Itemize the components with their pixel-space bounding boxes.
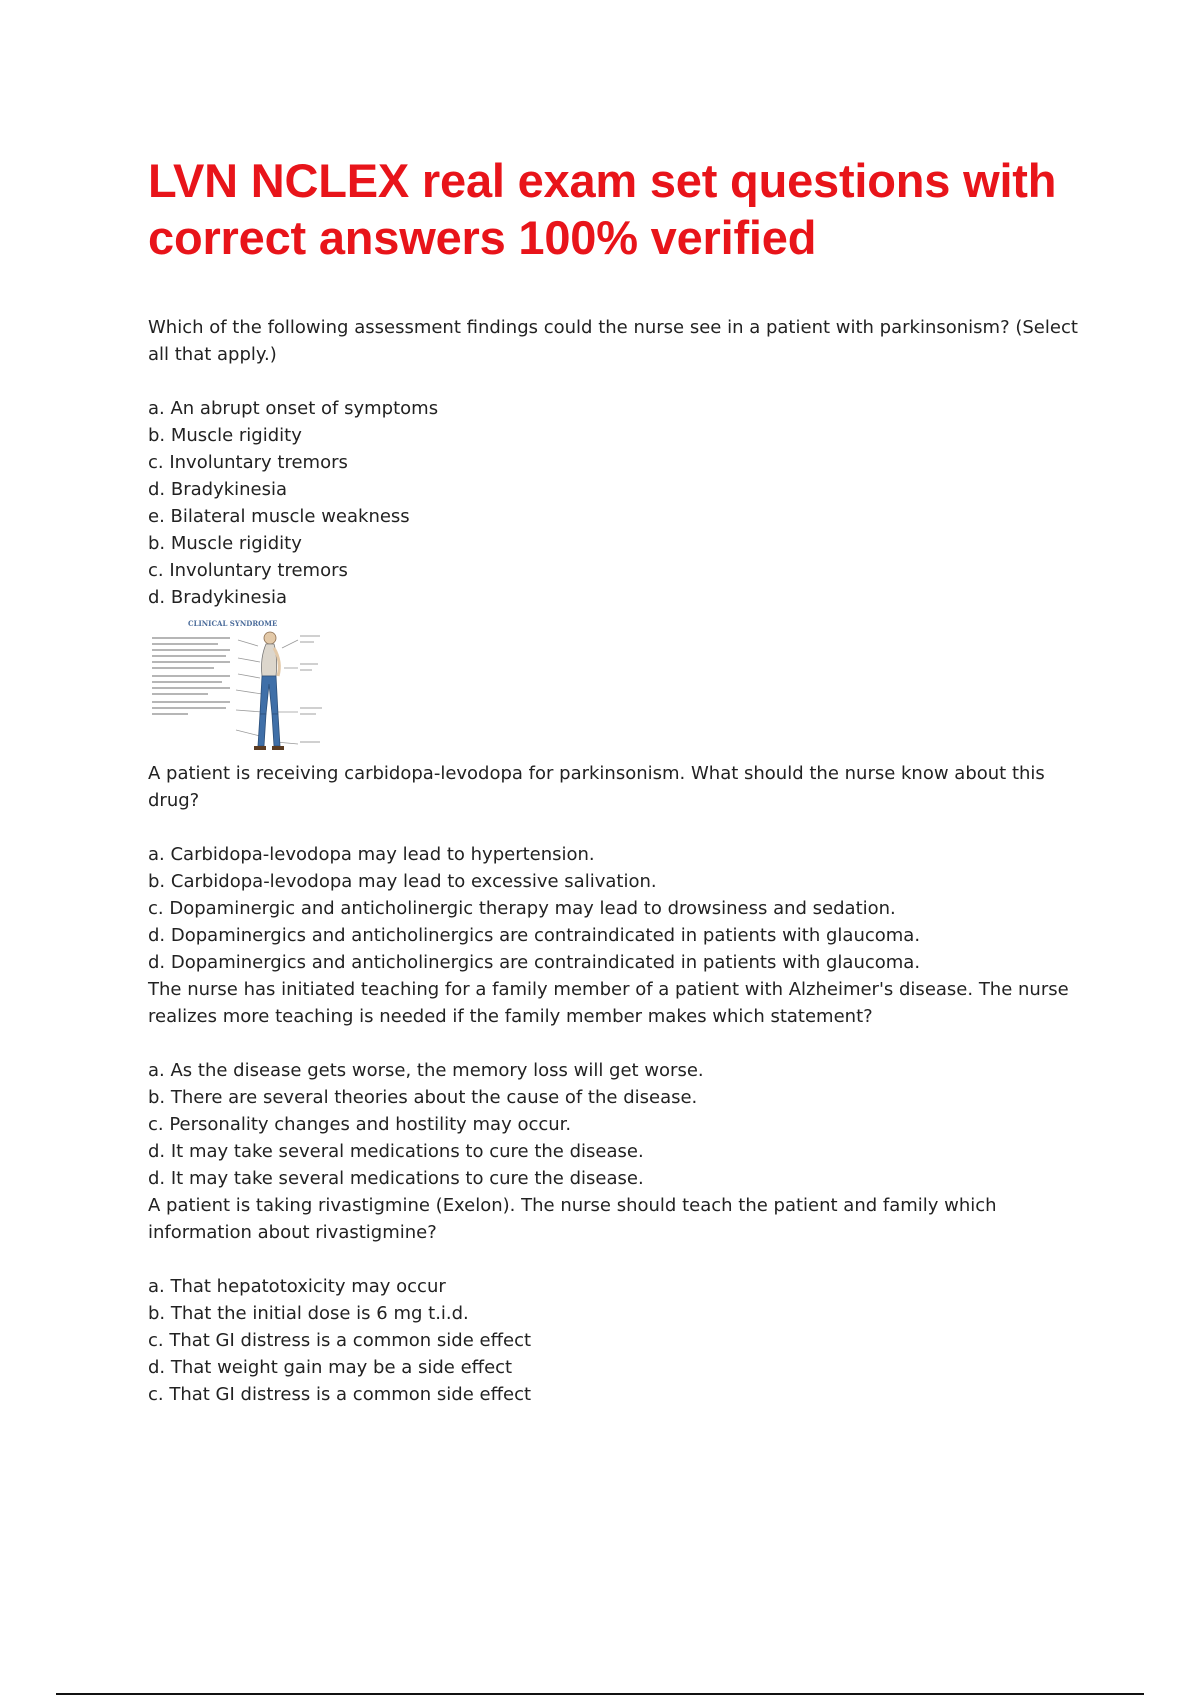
footer-divider <box>56 1693 1144 1695</box>
question-4 <box>148 1192 1088 1408</box>
option-item: e. Bilateral muscle weakness <box>148 506 410 527</box>
title-line: correct answers 100% verified <box>148 211 817 264</box>
question-3 <box>148 976 1088 1192</box>
correct-answers <box>148 949 1088 976</box>
answer-options <box>148 841 1088 949</box>
answer-options <box>148 395 1088 530</box>
question-stem: The nurse has initiated teaching for a family member of a patient with Alzheimer's disease. The nurse realizes more teaching is needed if the family member makes which statement? <box>148 979 1069 1027</box>
title-line: LVN NCLEX real exam set questions with <box>148 154 1057 207</box>
question-stem: Which of the following assessment findings could the nurse see in a patient with parkinsonism? (Select all that apply.) <box>148 317 1078 365</box>
option-item: c. Dopaminergic and anticholinergic therapy may lead to drowsiness and sedation. <box>148 898 896 919</box>
correct-answers <box>148 1381 1088 1408</box>
answer-options <box>148 1273 1088 1381</box>
answer-item: d. Dopaminergics and anticholinergics are contraindicated in patients with glaucoma. <box>148 952 921 973</box>
option-item: c. Involuntary tremors <box>148 452 348 473</box>
option-item: a. That hepatotoxicity may occur <box>148 1276 446 1297</box>
figure-caption: CLINICAL SYNDROME <box>188 619 278 628</box>
option-item: b. That the initial dose is 6 mg t.i.d. <box>148 1303 469 1324</box>
option-item: a. As the disease gets worse, the memory loss will get worse. <box>148 1060 704 1081</box>
option-item: b. Carbidopa-levodopa may lead to excessive salivation. <box>148 871 657 892</box>
parkinson-posture-illustration <box>148 618 332 756</box>
clinical-syndrome-figure <box>148 618 332 756</box>
question-1 <box>148 314 1088 611</box>
answer-item: d. It may take several medications to cure the disease. <box>148 1168 644 1189</box>
correct-answers <box>148 530 1088 611</box>
question-2 <box>148 760 1088 976</box>
option-item: d. It may take several medications to cure the disease. <box>148 1141 644 1162</box>
correct-answers <box>148 1165 1088 1192</box>
answer-item: c. That GI distress is a common side effect <box>148 1384 532 1405</box>
question-stem: A patient is taking rivastigmine (Exelon). The nurse should teach the patient and family which information about rivastigmine? <box>148 1195 997 1243</box>
option-item: c. Personality changes and hostility may occur. <box>148 1114 572 1135</box>
option-item: d. Dopaminergics and anticholinergics are contraindicated in patients with glaucoma. <box>148 925 921 946</box>
option-item: c. That GI distress is a common side effect <box>148 1330 532 1351</box>
answer-item: b. Muscle rigidity <box>148 533 302 554</box>
answer-options <box>148 1057 1088 1165</box>
document-title <box>148 152 1108 266</box>
answer-item: d. Bradykinesia <box>148 587 288 608</box>
option-item: a. Carbidopa-levodopa may lead to hypertension. <box>148 844 595 865</box>
option-item: d. That weight gain may be a side effect <box>148 1357 513 1378</box>
option-item: a. An abrupt onset of symptoms <box>148 398 439 419</box>
question-stem: A patient is receiving carbidopa-levodopa for parkinsonism. What should the nurse know about this drug? <box>148 763 1045 811</box>
option-item: b. There are several theories about the cause of the disease. <box>148 1087 698 1108</box>
answer-item: c. Involuntary tremors <box>148 560 348 581</box>
option-item: d. Bradykinesia <box>148 479 288 500</box>
option-item: b. Muscle rigidity <box>148 425 302 446</box>
